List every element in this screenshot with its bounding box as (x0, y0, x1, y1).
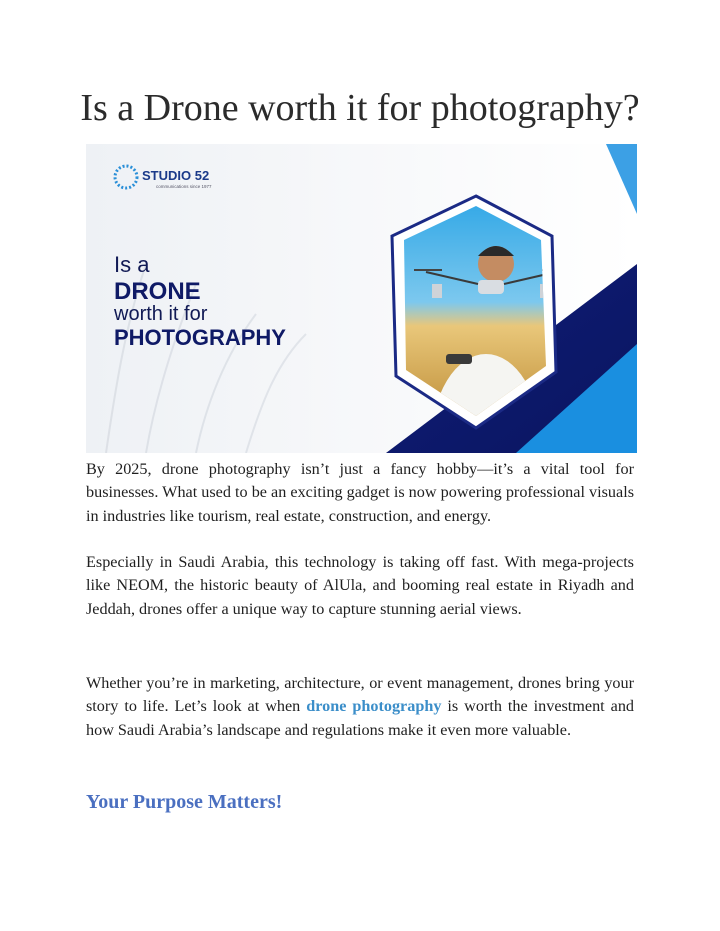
saudi-paragraph: Especially in Saudi Arabia, this technology is taking off fast. With mega-projects like NEOM, the historic beauty of AlUla, and booming real estate in Riyadh and Jeddah, drones offer a unique way to capture stunning aerial views. (86, 553, 634, 618)
drone-photography-link[interactable]: drone photography (306, 697, 442, 716)
purpose-paragraph (86, 672, 634, 742)
svg-text:STUDIO 52: STUDIO 52 (142, 168, 210, 183)
paragraph-text: is worth the investment and how Saudi Arabia’s landscape and regulations make it even more valuable. (86, 697, 635, 739)
page-title: Is a Drone worth it for photography? (80, 87, 640, 129)
hero-banner-image (86, 144, 637, 453)
svg-text:worth it for: worth it for (114, 303, 208, 325)
paragraph-text: Whether you’re in marketing, architecture, or event management, drones bring your story to life. Let’s look at when (86, 674, 634, 716)
section-heading: Your Purpose Matters! (86, 791, 283, 813)
svg-text:DRONE: DRONE (114, 278, 201, 305)
svg-text:Is a: Is a (114, 252, 150, 277)
intro-paragraph: By 2025, drone photography isn’t just a fancy hobby—it’s a vital tool for businesses. What used to be an exciting gadget is now powering professional visuals in industries like tourism, real estate, construction, and energy. (86, 460, 634, 525)
svg-text:PHOTOGRAPHY: PHOTOGRAPHY (114, 325, 286, 350)
svg-text:communications since 1977: communications since 1977 (156, 184, 212, 189)
